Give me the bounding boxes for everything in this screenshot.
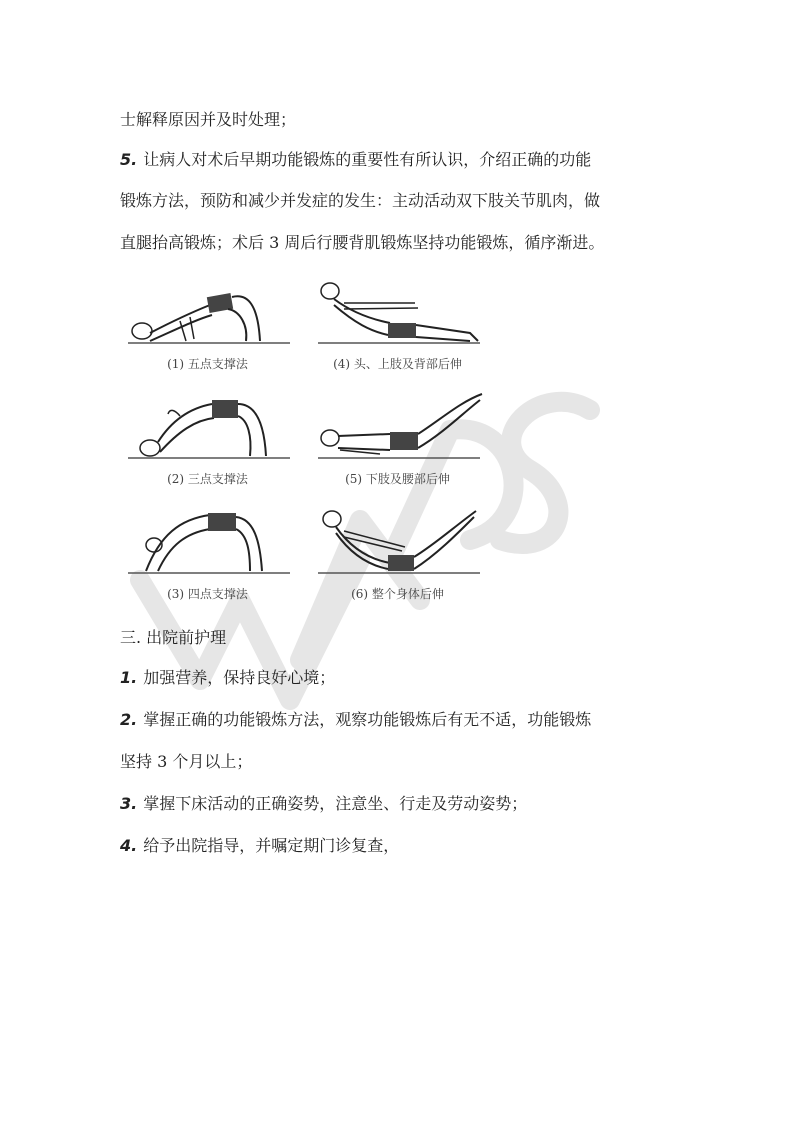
discharge-item-2: 2. 掌握正确的功能锻炼方法，观察功能锻炼后有无不适，功能锻炼 — [120, 710, 592, 729]
figure-caption-5: (5) 下肢及腰部后伸 — [345, 472, 450, 486]
item-number: 5. — [120, 150, 138, 169]
five-point-support-illustration — [120, 275, 295, 355]
item-number: 3. — [120, 794, 138, 813]
item-number: 2. — [120, 710, 138, 729]
item-5-line-3: 直腿抬高锻炼；术后 3 周后行腰背肌锻炼坚持功能锻炼，循序渐进。 — [120, 233, 605, 252]
figure-panel-1 — [120, 275, 295, 390]
figure-panel-5 — [310, 390, 485, 505]
figure-caption-3: (3) 四点支撑法 — [167, 587, 248, 601]
figure-caption-2: (2) 三点支撑法 — [167, 472, 248, 486]
discharge-item-4: 4. 给予出院指导，并嘱定期门诊复查， — [120, 836, 400, 855]
figure-panel-6 — [310, 505, 485, 620]
discharge-item-1: 1. 加强营养，保持良好心境； — [120, 668, 336, 687]
item-5: 5. 让病人对术后早期功能锻炼的重要性有所认识，介绍正确的功能 — [120, 150, 592, 169]
head-back-extension-illustration — [310, 275, 485, 355]
item-number: 1. — [120, 668, 138, 687]
section-heading: 三. 出院前护理 — [120, 628, 227, 647]
exercise-figure — [120, 275, 490, 615]
figure-panel-2 — [120, 390, 295, 505]
figure-panel-3 — [120, 505, 295, 620]
figure-caption-4: (4) 头、上肢及背部后伸 — [333, 357, 462, 371]
legs-waist-extension-illustration — [310, 390, 485, 470]
item-number: 4. — [120, 836, 138, 855]
four-point-support-illustration — [120, 505, 295, 585]
line-continuation: 士解释原因并及时处理； — [120, 110, 297, 129]
three-point-support-illustration — [120, 390, 295, 470]
figure-panel-4 — [310, 275, 485, 390]
whole-body-extension-illustration — [310, 505, 485, 585]
figure-caption-1: (1) 五点支撑法 — [167, 357, 248, 371]
discharge-item-2-line-2: 坚持 3 个月以上； — [120, 752, 253, 771]
figure-caption-6: (6) 整个身体后伸 — [351, 587, 444, 601]
discharge-item-3: 3. 掌握下床活动的正确姿势，注意坐、行走及劳动姿势； — [120, 794, 528, 813]
item-5-line-2: 锻炼方法，预防和减少并发症的发生：主动活动双下肢关节肌肉，做 — [120, 191, 601, 210]
